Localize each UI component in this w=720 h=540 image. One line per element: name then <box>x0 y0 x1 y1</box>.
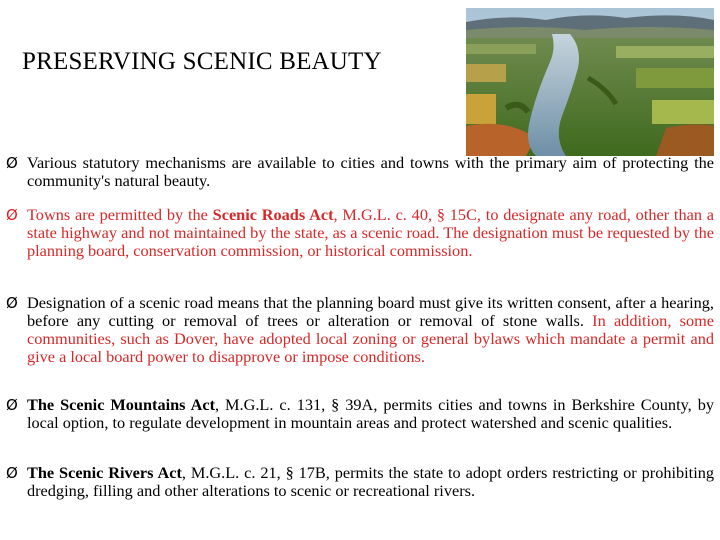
arrow-bullet-icon: Ø <box>6 464 18 482</box>
bullet-text: The Scenic Rivers Act, M.G.L. c. 21, § 17B, permits the state to adopt orders restricting or prohibiting dredging, filling and other alterations to scenic or recreational rivers. <box>27 463 714 500</box>
river-valley-photo <box>466 8 714 156</box>
bullet-text: Various statutory mechanisms are available to cities and towns with the primary aim of protecting the community's natural beauty. <box>27 153 714 190</box>
arrow-bullet-icon: Ø <box>6 206 18 224</box>
bullet-text: Designation of a scenic road means that the planning board must give its written consent, after a hearing, before any cutting or removal of trees or alteration or removal of stone walls. In addition, some communities, such as Dover, have adopted local zoning or general bylaws which mandate a permit and give a local board power to disapprove or impose conditions. <box>27 293 714 366</box>
bullet-item <box>6 464 714 500</box>
arrow-bullet-icon: Ø <box>6 294 18 312</box>
bullet-text: Towns are permitted by the Scenic Roads Act, M.G.L. c. 40, § 15C, to designate any road, other than a state highway and not maintained by the state, as a scenic road. The designation must be requested by the planning board, conservation commission, or historical commission. <box>27 205 714 260</box>
bullet-text: The Scenic Mountains Act, M.G.L. c. 131, § 39A, permits cities and towns in Berkshire County, by local option, to regulate development in mountain areas and protect watershed and scenic qualities. <box>27 395 715 432</box>
arrow-bullet-icon: Ø <box>6 154 18 172</box>
bullet-item <box>6 294 714 366</box>
arrow-bullet-icon: Ø <box>6 396 18 414</box>
river-valley-illustration <box>466 8 714 156</box>
bullet-item <box>6 396 714 432</box>
bullet-item <box>6 154 714 190</box>
slide-title: PRESERVING SCENIC BEAUTY <box>22 48 382 75</box>
bullet-item <box>6 206 714 260</box>
